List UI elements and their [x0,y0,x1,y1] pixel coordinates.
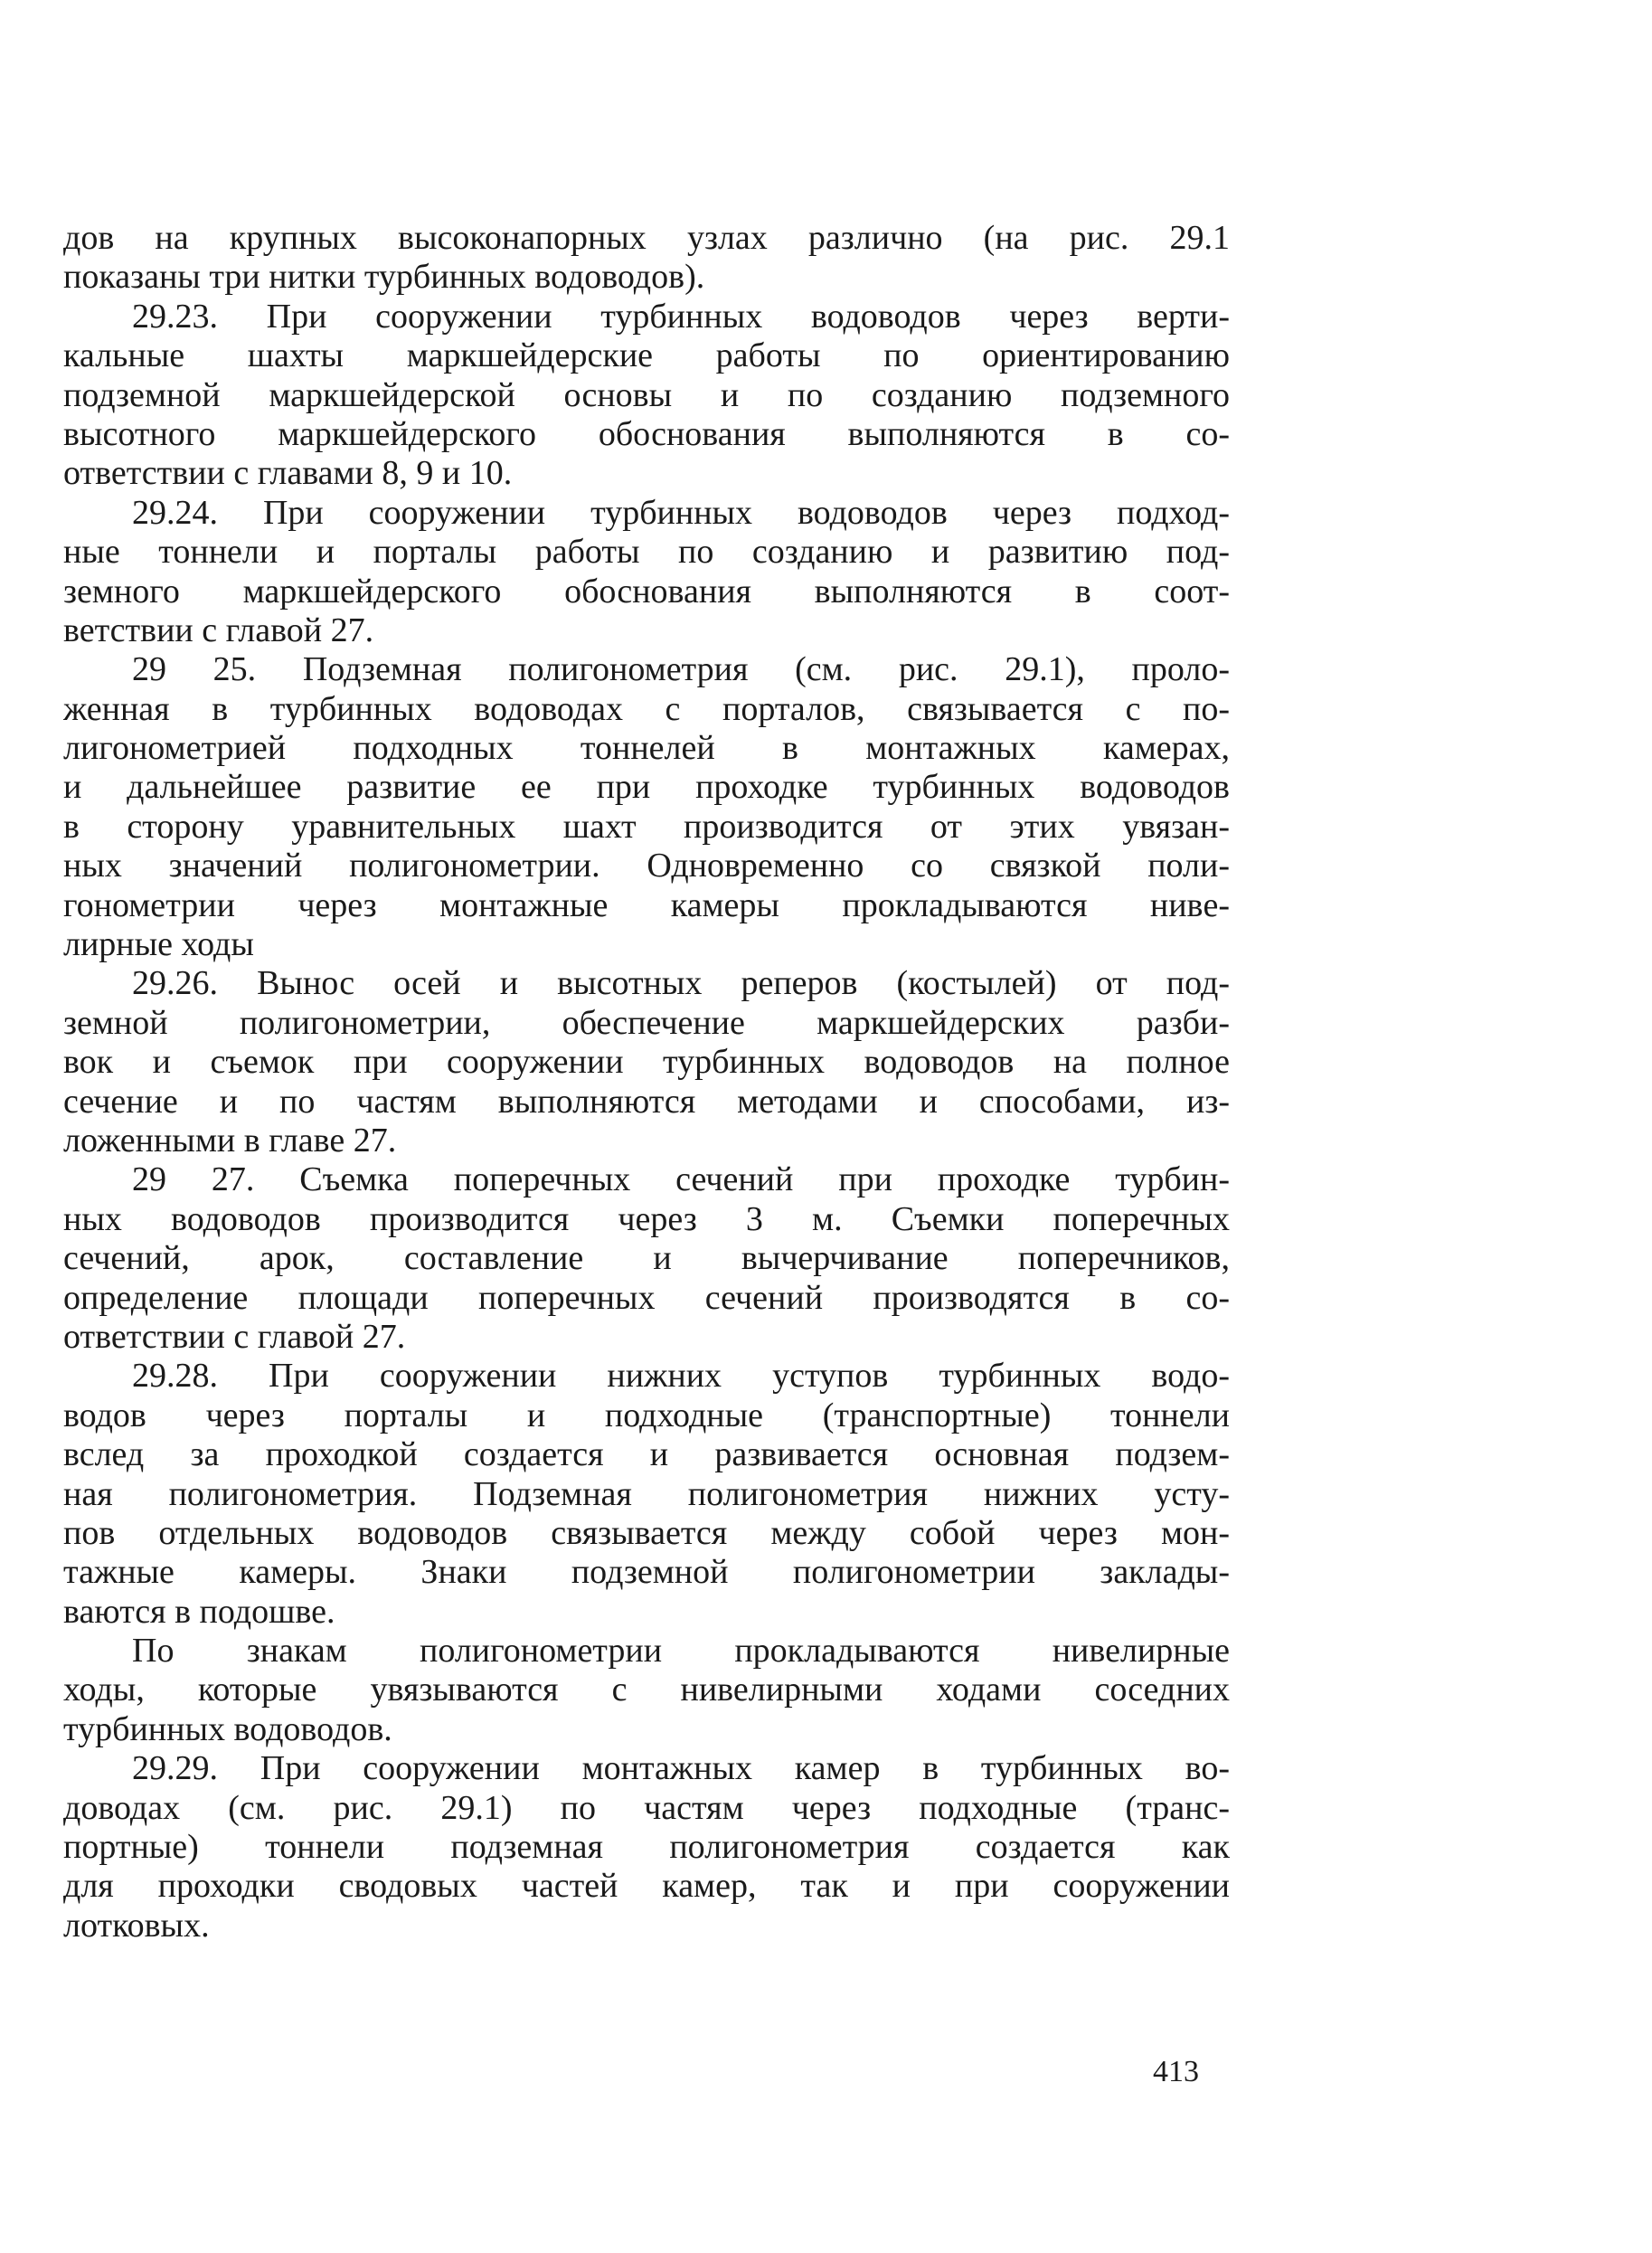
text-line: гонометрии через монтажные камеры прокладываются нивe- [63,885,1230,924]
text-line: портные) тоннели подземная полигонометрия создается как [63,1828,1230,1867]
text-line: сечение и по частям выполняются методами и способами, из- [63,1082,1230,1121]
page-number: 413 [1153,2055,1199,2088]
text-line: тажные камеры. Знаки подземной полигонометрии заклады- [63,1553,1230,1592]
text-line: лигонометрией подходных тоннелей в монтажных камерах, [63,729,1230,768]
text-line: лотковых. [63,1906,210,1945]
text-line: вок и съемок при сооружении турбинных водоводов на полное [63,1043,1230,1082]
body-text [63,219,1230,1945]
text-line: доводах (см. рис. 29.1) по частям через подходные (транс- [63,1788,1230,1827]
text-line: 29.24. При сооружении турбинных водоводов через подход- [132,493,1230,532]
text-line: ходы, которые увязываются с нивелирными ходами соседних [63,1671,1230,1709]
text-line: земной полигонометрии, обеспечение маркшейдерских разби- [63,1003,1230,1042]
text-line: высотного маркшейдерского обоснования выполняются в со- [63,414,1230,453]
text-line: в сторону уравнительных шахт производится от этих увязан- [63,807,1230,846]
text-line: лирные ходы [63,925,254,964]
text-line: для проходки сводовых частей камер, так и при сооружении [63,1867,1230,1906]
text-line: 29 27. Съемка поперечных сечений при проходке турбин- [132,1160,1230,1199]
text-line: 29.26. Вынос осей и высотных реперов (костылей) от под- [132,964,1230,1003]
text-line: ответствии с главами 8, 9 и 10. [63,454,513,493]
text-line: 29.28. При сооружении нижних уступов турбинных водо- [132,1357,1230,1396]
text-line: ные тоннели и порталы работы по созданию и развитию под- [63,533,1230,572]
text-line: вслед за проходкой создается и развивается основная подзем- [63,1435,1230,1474]
text-line: ветствии с главой 27. [63,611,374,649]
text-line: 29.29. При сооружении монтажных камер в турбинных во- [132,1749,1230,1788]
text-line: ложенными в главе 27. [63,1121,397,1160]
text-line: женная в турбинных водоводах с порталов, связывается с по- [63,689,1230,728]
text-line: дов на крупных высоконапорных узлах различно (на рис. 29.1 [63,219,1230,257]
text-line: ных водоводов производится через 3 м. Съемки поперечных [63,1199,1230,1238]
text-line: ных значений полигонометрии. Одновременно со связкой поли- [63,847,1230,885]
text-line: пов отдельных водоводов связывается между собой через мон- [63,1513,1230,1552]
text-line: водов через порталы и подходные (транспортные) тоннели [63,1396,1230,1434]
text-line: и дальнейшее развитие ее при проходке турбинных водоводов [63,768,1230,807]
text-line: турбинных водоводов. [63,1709,392,1748]
text-line: кальные шахты маркшейдерские работы по ориентированию [63,336,1230,375]
text-line: По знакам полигонометрии прокладываются нивелирные [132,1632,1230,1671]
text-line: 29 25. Подземная полигонометрия (см. рис. 29.1), проло- [132,650,1230,689]
text-line: 29.23. При сооружении турбинных водоводов через верти- [132,297,1230,336]
text-line: показаны три нитки турбинных водоводов). [63,258,705,297]
text-line: ваются в подошве. [63,1592,335,1631]
text-line: подземной маркшейдерской основы и по созданию подземного [63,375,1230,414]
text-line: определение площади поперечных сечений производятся в со- [63,1278,1230,1317]
text-line: ная полигонометрия. Подземная полигонометрия нижних усту- [63,1474,1230,1513]
text-line: ответствии с главой 27. [63,1317,406,1356]
text-line: земного маркшейдерского обоснования выполняются в соот- [63,572,1230,611]
text-line: сечений, арок, составление и вычерчивание поперечников, [63,1239,1230,1278]
